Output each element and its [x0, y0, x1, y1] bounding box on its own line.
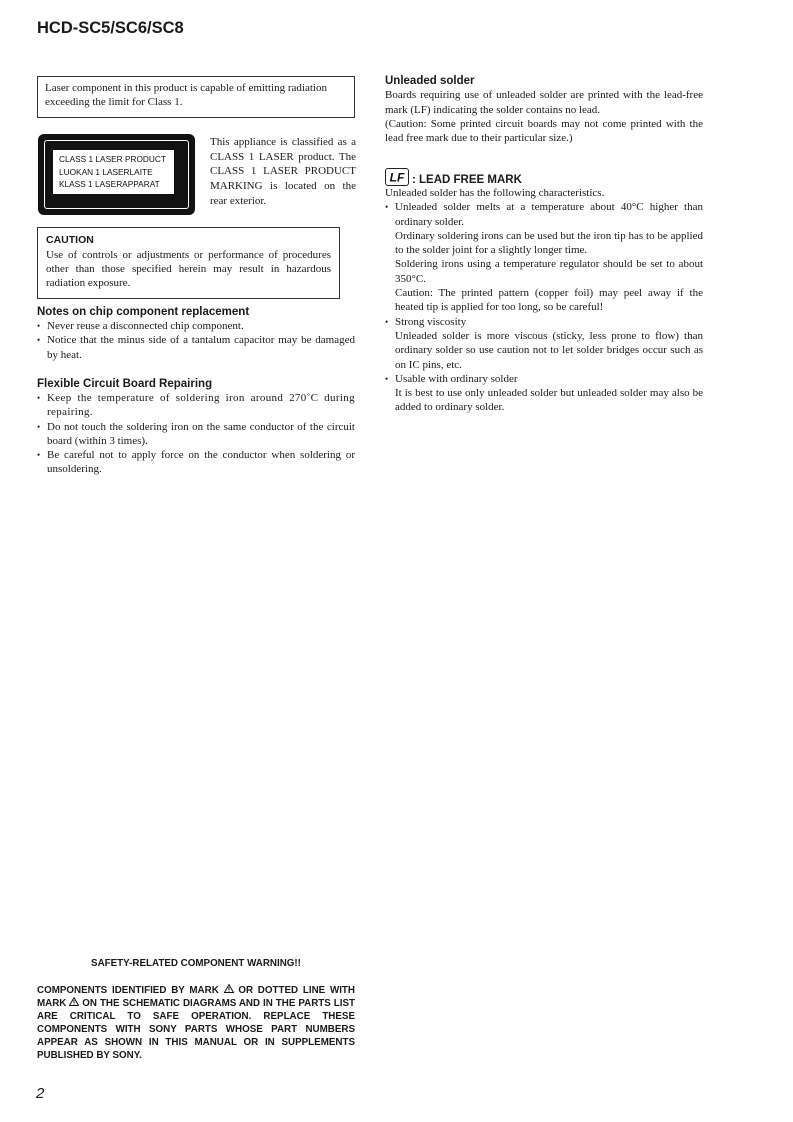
lead-free-title: : LEAD FREE MARK	[412, 174, 522, 186]
laser-label-line: CLASS 1 LASER PRODUCT	[59, 154, 166, 164]
page-header: HCD-SC5/SC6/SC8	[37, 19, 184, 37]
safety-warning-title: SAFETY-RELATED COMPONENT WARNING!!	[91, 958, 301, 969]
list-item	[385, 315, 703, 372]
laser-warning-box	[37, 76, 355, 118]
warning-triangle-icon	[69, 997, 79, 1010]
list-item-line: • Unleaded solder melts at a temperature about 40°C higher than ordinary solder.	[395, 201, 703, 228]
unleaded-solder-caution: (Caution: Some printed circuit boards may not come printed with the lead free mark due to their particular size.)	[385, 117, 703, 145]
list-item-line: Caution: The printed pattern (copper foil) may peel away if the heated tip is applied for too long, so be careful!	[395, 287, 703, 314]
laser-label-line: KLASS 1 LASERAPPARAT	[59, 179, 160, 189]
list-item-line: • Strong viscosity	[395, 315, 467, 328]
class1-laser-label	[38, 134, 195, 215]
chip-replacement-title: Notes on chip component replacement	[37, 306, 250, 318]
laser-class-description: This appliance is classified as a CLASS 1 LASER product. The CLASS 1 LASER PRODUCT MARKING is located on the rear exterior.	[210, 136, 356, 207]
flexible-board-list	[37, 391, 355, 477]
laser-label-line: LUOKAN 1 LASERLAITE	[59, 166, 153, 177]
safety-text-part3: ON THE SCHEMATIC DIAGRAMS AND IN THE PARTS LIST ARE CRITICAL TO SAFE OPERATION. REPLACE THESE COMPONENTS WITH SONY PARTS WHOSE PART NUMBERS APPEAR AS SHOWN IN THIS MANUAL OR IN SUPPLEMENTS PUBLISHED BY SONY.	[37, 998, 355, 1061]
safety-text-part1: COMPONENTS IDENTIFIED BY MARK	[37, 985, 219, 996]
list-item: • Never reuse a disconnected chip component.	[37, 319, 355, 333]
list-item: • Notice that the minus side of a tantalum capacitor may be damaged by heat.	[37, 333, 355, 362]
list-item: • Keep the temperature of soldering iron around 270˚C during repairing.	[37, 391, 355, 420]
unleaded-solder-text: Boards requiring use of unleaded solder are printed with the lead-free mark (LF) indicating the solder contains no lead.	[385, 89, 703, 116]
lead-free-section	[385, 164, 703, 415]
list-item-line: It is best to use only unleaded solder but unleaded solder may also be added to ordinary solder.	[395, 387, 703, 414]
flexible-board-section	[37, 378, 355, 477]
laser-warning-line1: Laser component in this product is capable of emitting radiation	[45, 82, 327, 94]
laser-warning-line2: exceeding the limit for Class 1.	[45, 96, 183, 108]
list-item	[385, 372, 703, 415]
caution-box	[37, 227, 340, 299]
list-item	[385, 200, 703, 314]
lead-free-intro: Unleaded solder has the following characteristics.	[385, 187, 605, 199]
caution-title: CAUTION	[46, 234, 94, 246]
safety-warning-body	[37, 984, 355, 1062]
chip-replacement-section	[37, 306, 355, 362]
lead-free-logo-icon	[385, 168, 409, 186]
laser-label-frame	[44, 140, 189, 209]
unleaded-solder-title: Unleaded solder	[385, 75, 475, 87]
list-item: • Do not touch the soldering iron on the same conductor of the circuit board (within 3 times).	[37, 420, 355, 449]
list-item: • Be careful not to apply force on the conductor when soldering or unsoldering.	[37, 448, 355, 477]
lead-free-title-row	[385, 164, 703, 186]
list-item-line: • Usable with ordinary solder	[395, 372, 518, 385]
page-number: 2	[36, 1085, 45, 1102]
chip-replacement-list	[37, 319, 355, 362]
unleaded-solder-section	[385, 74, 703, 145]
lead-free-logo-text: LF	[389, 170, 405, 184]
list-item-line: Unleaded solder is more viscous (sticky, less prone to flow) than ordinary solder so use caution not to let solder bridges occur such as on IC pins, etc.	[395, 329, 703, 371]
laser-label-text	[53, 150, 174, 194]
list-item-line: Soldering irons using a temperature regulator should be set to about 350°C.	[395, 258, 703, 285]
warning-triangle-icon	[224, 984, 234, 997]
list-item-line: Ordinary soldering irons can be used but the iron tip has to be applied to the solder joint for a slightly longer time.	[395, 229, 703, 257]
safety-text-part2: OR DOTTED LINE WITH MARK	[37, 985, 355, 1009]
flexible-board-title: Flexible Circuit Board Repairing	[37, 378, 213, 390]
lead-free-list	[385, 200, 703, 414]
caution-text: Use of controls or adjustments or performance of procedures other than those specified herein may result in hazardous radiation exposure.	[46, 249, 331, 289]
